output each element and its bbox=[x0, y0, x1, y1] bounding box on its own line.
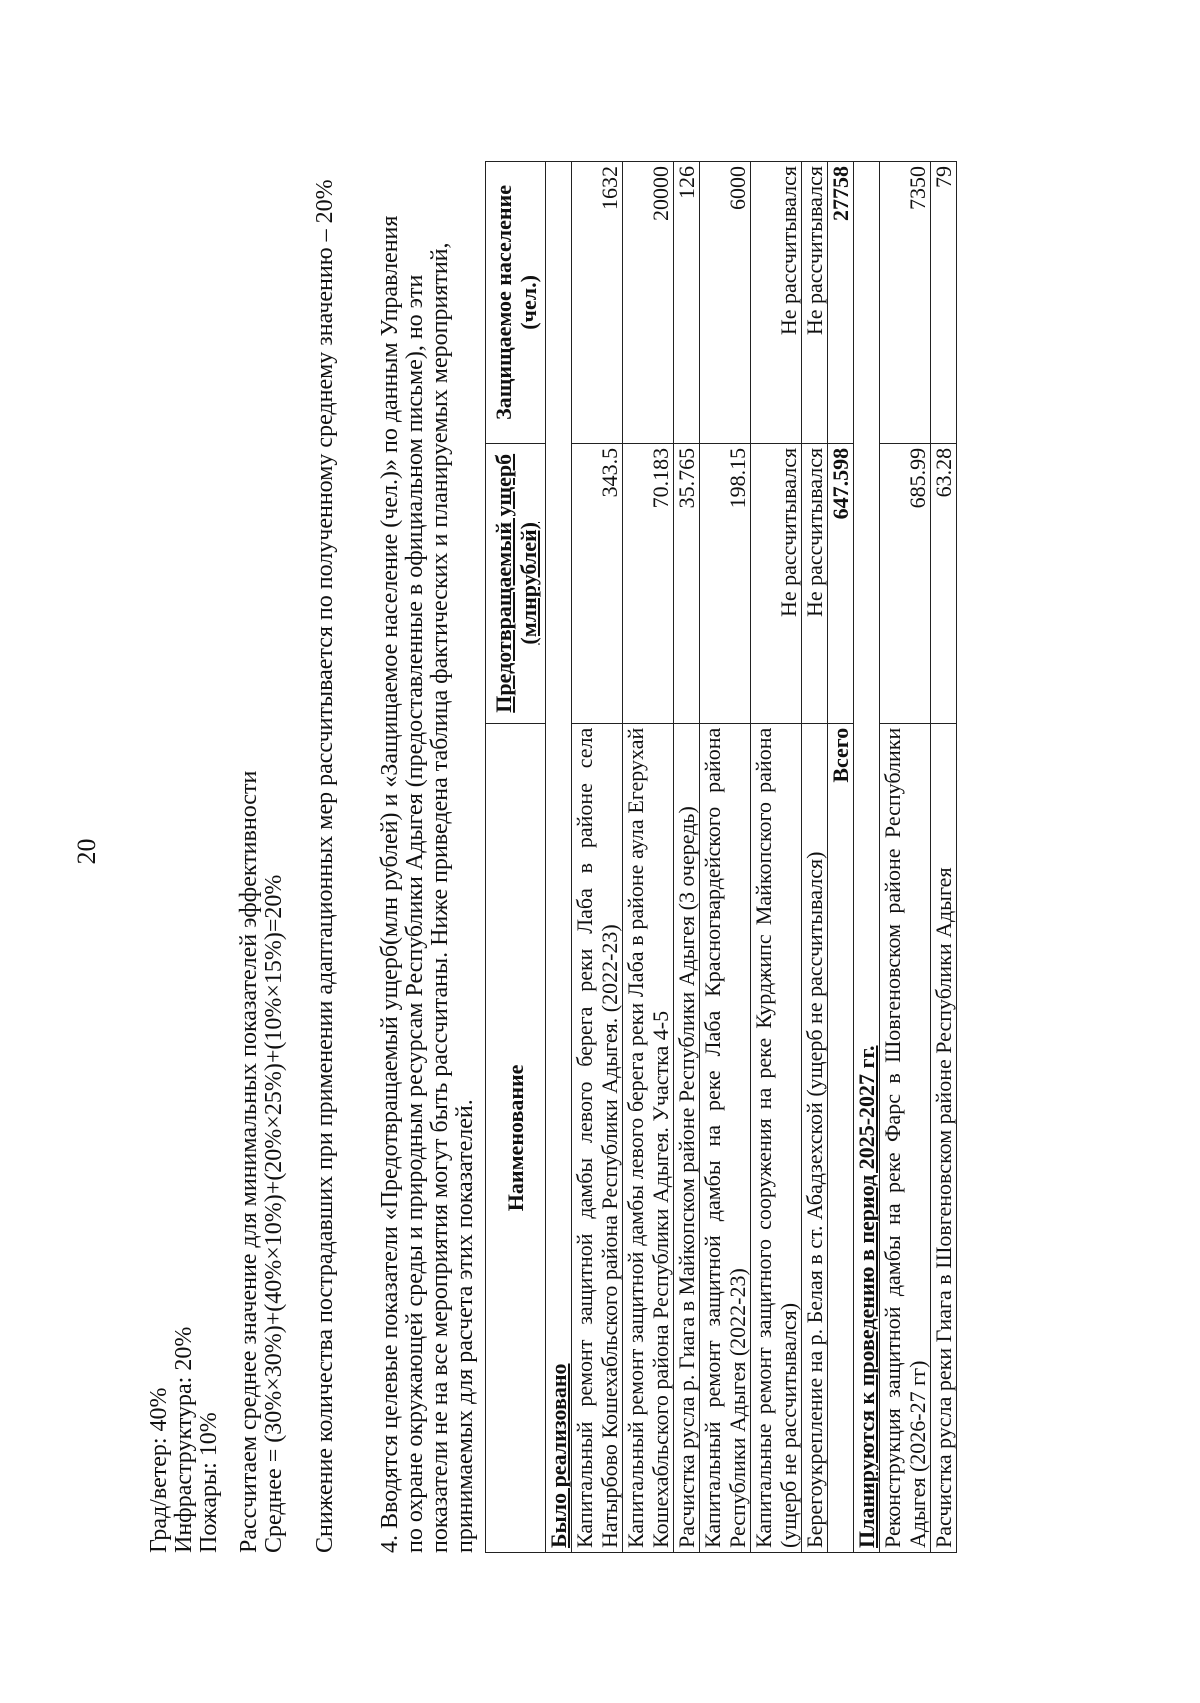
prevented-damage: 685.99 bbox=[880, 443, 931, 723]
protected-population: 6000 bbox=[700, 162, 751, 444]
fires-line: Пожары: 10% bbox=[196, 1412, 222, 1553]
measure-name: Берегоукрепление на р. Белая в ст. Абадзехской (ущерб не рассчитывался) bbox=[802, 723, 828, 1552]
prevented-damage: 198.15 bbox=[700, 443, 751, 723]
infrastructure-line: Инфраструктура: 20% bbox=[171, 1326, 197, 1553]
table-row bbox=[623, 162, 674, 1553]
page-number: 20 bbox=[72, 838, 101, 865]
total-damage: 647.598 bbox=[828, 443, 854, 723]
measure-name: Реконструкция защитной дамбы на реке Фарс в Шовгеновском районе Республики Адыгея (2026-27 гг) bbox=[880, 723, 931, 1552]
protected-population: 20000 bbox=[623, 162, 674, 444]
table-row bbox=[880, 162, 931, 1553]
measure-name: Капитальный ремонт защитной дамбы левого берега реки Лаба в районе села Натырбово Кошехабльского района Республики Адыгея. (2022-23) bbox=[572, 723, 623, 1552]
total-row bbox=[828, 162, 854, 1553]
prevented-damage: 70.183 bbox=[623, 443, 674, 723]
protected-population: 1632 bbox=[572, 162, 623, 444]
measures-table bbox=[485, 161, 957, 1553]
table-row bbox=[931, 162, 957, 1553]
table-row bbox=[802, 162, 828, 1553]
table-row bbox=[572, 162, 623, 1553]
header-population: Защищаемое население (чел.) bbox=[486, 162, 546, 444]
hail-wind-line: Град/ветер: 40% bbox=[146, 1387, 172, 1553]
measure-name: Расчистка русла реки Гиага в Шовгеновском районе Республики Адыгея bbox=[931, 723, 957, 1552]
protected-population: 7350 bbox=[880, 162, 931, 444]
measure-name: Капитальный ремонт защитной дамбы на реке Лаба Красногвардейского района Республики Адыгея (2022-23) bbox=[700, 723, 751, 1552]
measure-name: Капитальный ремонт защитной дамбы левого берега реки Лаба в районе аула Егерухай Кошехабльского района Республики Адыгея. Участка 4-5 bbox=[623, 723, 674, 1552]
header-name: Наименование bbox=[486, 723, 546, 1552]
total-population: 27758 bbox=[828, 162, 854, 444]
section-implemented-label: Было реализовано bbox=[546, 162, 572, 1553]
header-damage: Предотвращаемый ущерб (млнрублей) bbox=[486, 443, 546, 723]
protected-population: Не рассчитывался bbox=[751, 162, 802, 444]
reduction-line: Снижение количества пострадавших при применении адаптационных мер рассчитывается по полученному среднему значению – 20% bbox=[312, 179, 338, 1553]
average-intro-line: Рассчитаем среднее значение для минимальных показателей эффективности bbox=[236, 770, 262, 1553]
total-label: Всего bbox=[828, 723, 854, 1552]
prevented-damage: 35.765 bbox=[674, 443, 700, 723]
protected-population: 79 bbox=[931, 162, 957, 444]
prevented-damage: Не рассчитывался bbox=[751, 443, 802, 723]
table-row bbox=[751, 162, 802, 1553]
prevented-damage: Не рассчитывался bbox=[802, 443, 828, 723]
section-implemented bbox=[546, 162, 572, 1553]
measure-name: Капитальные ремонт защитного сооружения на реке Курджипс Майкопского района (ущерб не рассчитывался) bbox=[751, 723, 802, 1552]
protected-population: 126 bbox=[674, 162, 700, 444]
table-row bbox=[674, 162, 700, 1553]
prevented-damage: 63.28 bbox=[931, 443, 957, 723]
target-indicators-paragraph: 4. Вводятся целевые показатели «Предотвращаемый ущерб(млн рублей) и «Защищаемое население (чел.)» по данным Управления по охране окружающей среды и природным ресурсам Республики Адыгея (предоставленные в официальном письме), но эти показатели не на все мероприятия могут быть рассчитаны. Ниже приведена таблица фактических и планируемых мероприятий, принимаемых для расчета этих показателей. bbox=[377, 215, 478, 1553]
average-formula-line: Среднее = (30%×30%)+(40%×10%)+(20%×25%)+(10%×15%)=20% bbox=[261, 874, 287, 1553]
prevented-damage: 343.5 bbox=[572, 443, 623, 723]
protected-population: Не рассчитывался bbox=[802, 162, 828, 444]
section-planned bbox=[854, 162, 880, 1553]
table-row bbox=[700, 162, 751, 1553]
section-planned-label: Планируются к проведению в период 2025-2027 гг. bbox=[854, 162, 880, 1553]
measure-name: Расчистка русла р. Гиага в Майкопском районе Республики Адыгея (3 очередь) bbox=[674, 723, 700, 1552]
